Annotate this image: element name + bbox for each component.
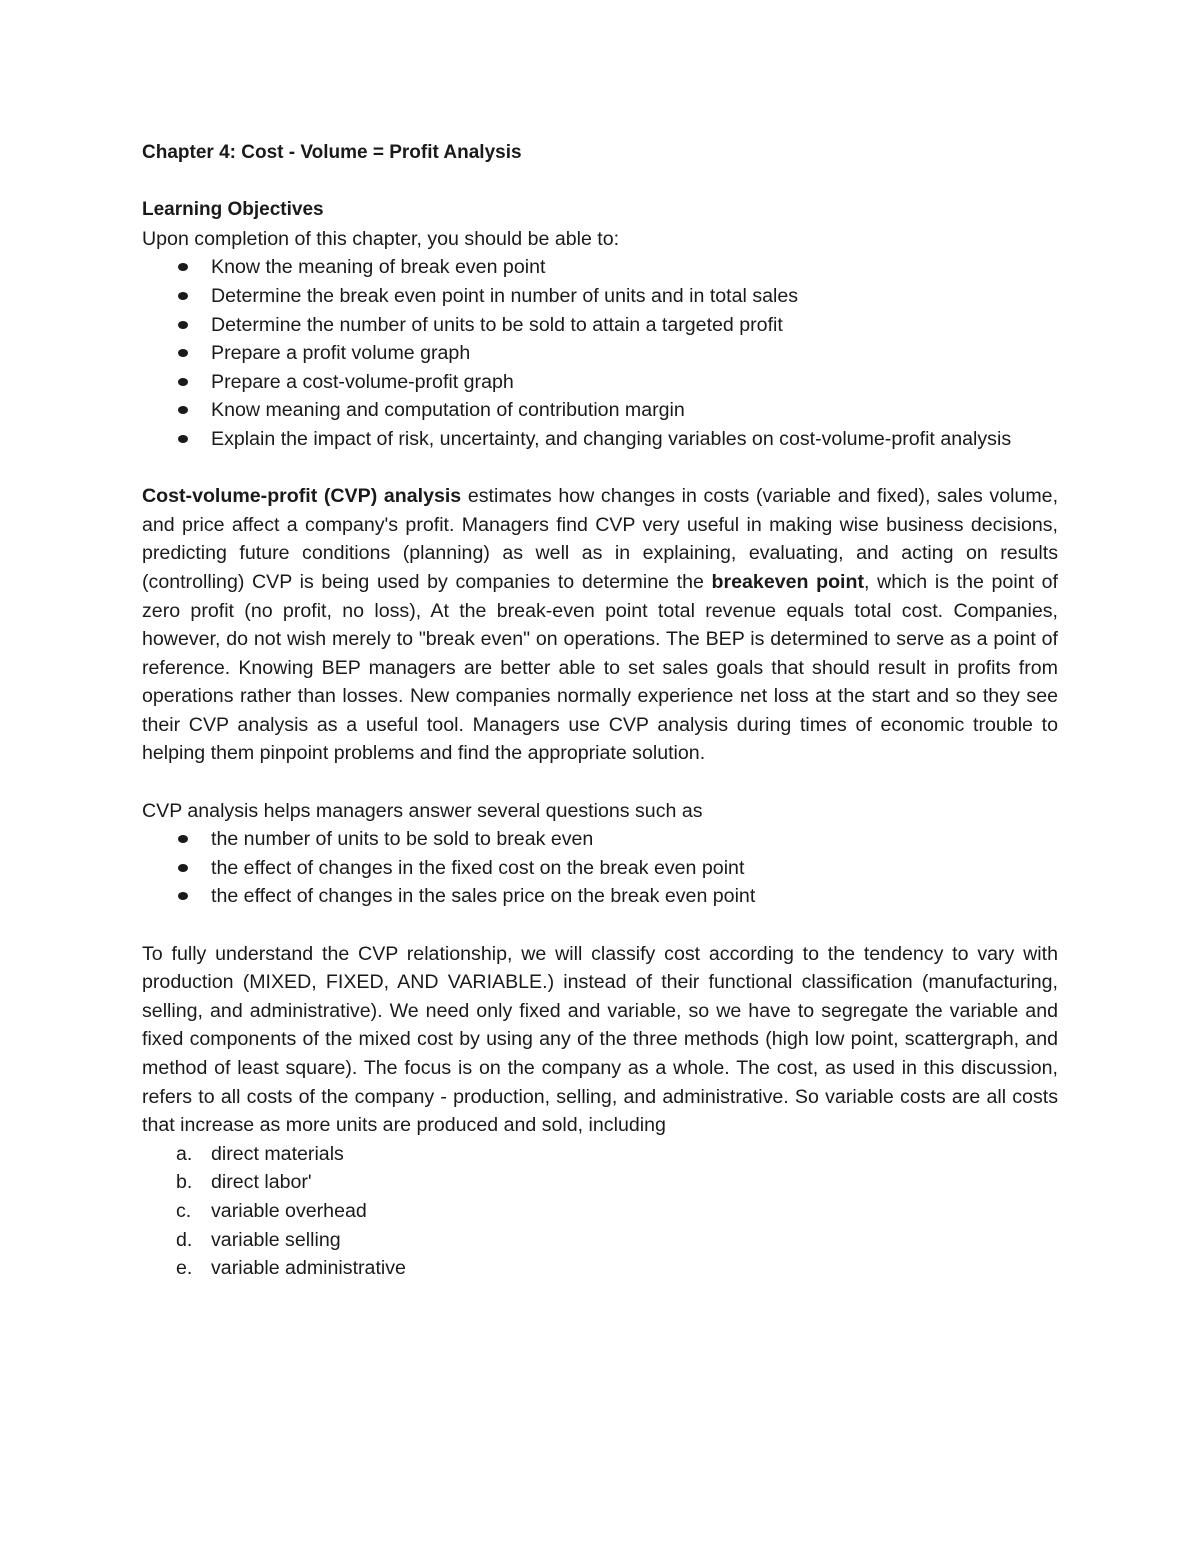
list-item: e. variable administrative (176, 1257, 406, 1280)
cvp-term: Cost-volume-profit (CVP) analysis (142, 485, 462, 508)
questions-list (142, 825, 1058, 911)
bullet-icon (178, 321, 188, 329)
list-item: a. direct materials (176, 1142, 344, 1165)
objectives-list (142, 253, 1058, 453)
list-item: d. variable selling (176, 1228, 341, 1251)
spacer (142, 454, 1058, 483)
breakeven-term: breakeven point (711, 570, 864, 593)
questions-intro: CVP analysis helps managers answer several questions such as (142, 799, 703, 822)
bullet-icon (178, 835, 188, 843)
variable-costs-list (142, 1140, 1058, 1283)
list-item: Determine the break even point in number of units and in total sales (142, 282, 1058, 311)
bullet-icon (178, 292, 188, 300)
list-item: Explain the impact of risk, uncertainty, and changing variables on cost-volume-profit analysis (142, 425, 1058, 454)
bullet-icon (178, 263, 188, 271)
bullet-icon (178, 864, 188, 872)
cvp-paragraph: Cost-volume-profit (CVP) analysis estimates how changes in costs (variable and fixed), sales volume, and price affect a company's profit. Managers find CVP very useful in making wise business decisions, predicting future conditions (planning) as well as in explaining, evaluating, and acting on results (controlling) CVP is being used by companies to determine the breakeven point, which is the point of zero profit (no profit, no loss), At the break-even point total revenue equals total cost. Companies, however, do not wish merely to "break even" on operations. The BEP is determined to serve as a point of reference. Knowing BEP managers are better able to set sales goals that should result in profits from operations rather than losses. New companies normally experience net loss at the start and so they see their CVP analysis as a useful tool. Managers use CVP analysis during times of economic trouble to helping them pinpoint problems and find the appropriate solution. (142, 485, 1059, 765)
list-item: the effect of changes in the sales price on the break even point (142, 882, 1058, 911)
bullet-icon (178, 378, 188, 386)
spacer (142, 911, 1058, 940)
bullet-icon (178, 435, 188, 443)
list-item: Know meaning and computation of contribution margin (142, 396, 1058, 425)
bullet-icon (178, 406, 188, 414)
spacer (142, 768, 1058, 797)
list-item: the effect of changes in the fixed cost on the break even point (142, 854, 1058, 883)
objectives-heading: Learning Objectives (142, 199, 324, 221)
bullet-icon (178, 892, 188, 900)
list-item: Know the meaning of break even point (142, 253, 1058, 282)
list-item: c. variable overhead (176, 1199, 367, 1222)
chapter-title: Chapter 4: Cost - Volume = Profit Analysis (142, 142, 522, 163)
list-item: Determine the number of units to be sold to attain a targeted profit (142, 311, 1058, 340)
list-item: Prepare a profit volume graph (142, 339, 1058, 368)
bullet-icon (178, 349, 188, 357)
list-item: Prepare a cost-volume-profit graph (142, 368, 1058, 397)
objectives-intro: Upon completion of this chapter, you should be able to: (142, 227, 620, 250)
list-item: b. direct labor' (176, 1171, 312, 1194)
classification-paragraph: To fully understand the CVP relationship, we will classify cost according to the tendency to vary with production (MIXED, FIXED, AND VARIABLE.) instead of their functional classification (manufacturing, selling, and administrative). We need only fixed and variable, so we have to segregate the variable and fixed components of the mixed cost by using any of the three methods (high low point, scattergraph, and method of least square). The focus is on the company as a whole. The cost, as used in this discussion, refers to all costs of the company - production, selling, and administrative. So variable costs are all costs that increase as more units are produced and sold, including (142, 942, 1058, 1137)
list-item: the number of units to be sold to break even (142, 825, 1058, 854)
document-page (142, 139, 1058, 1283)
